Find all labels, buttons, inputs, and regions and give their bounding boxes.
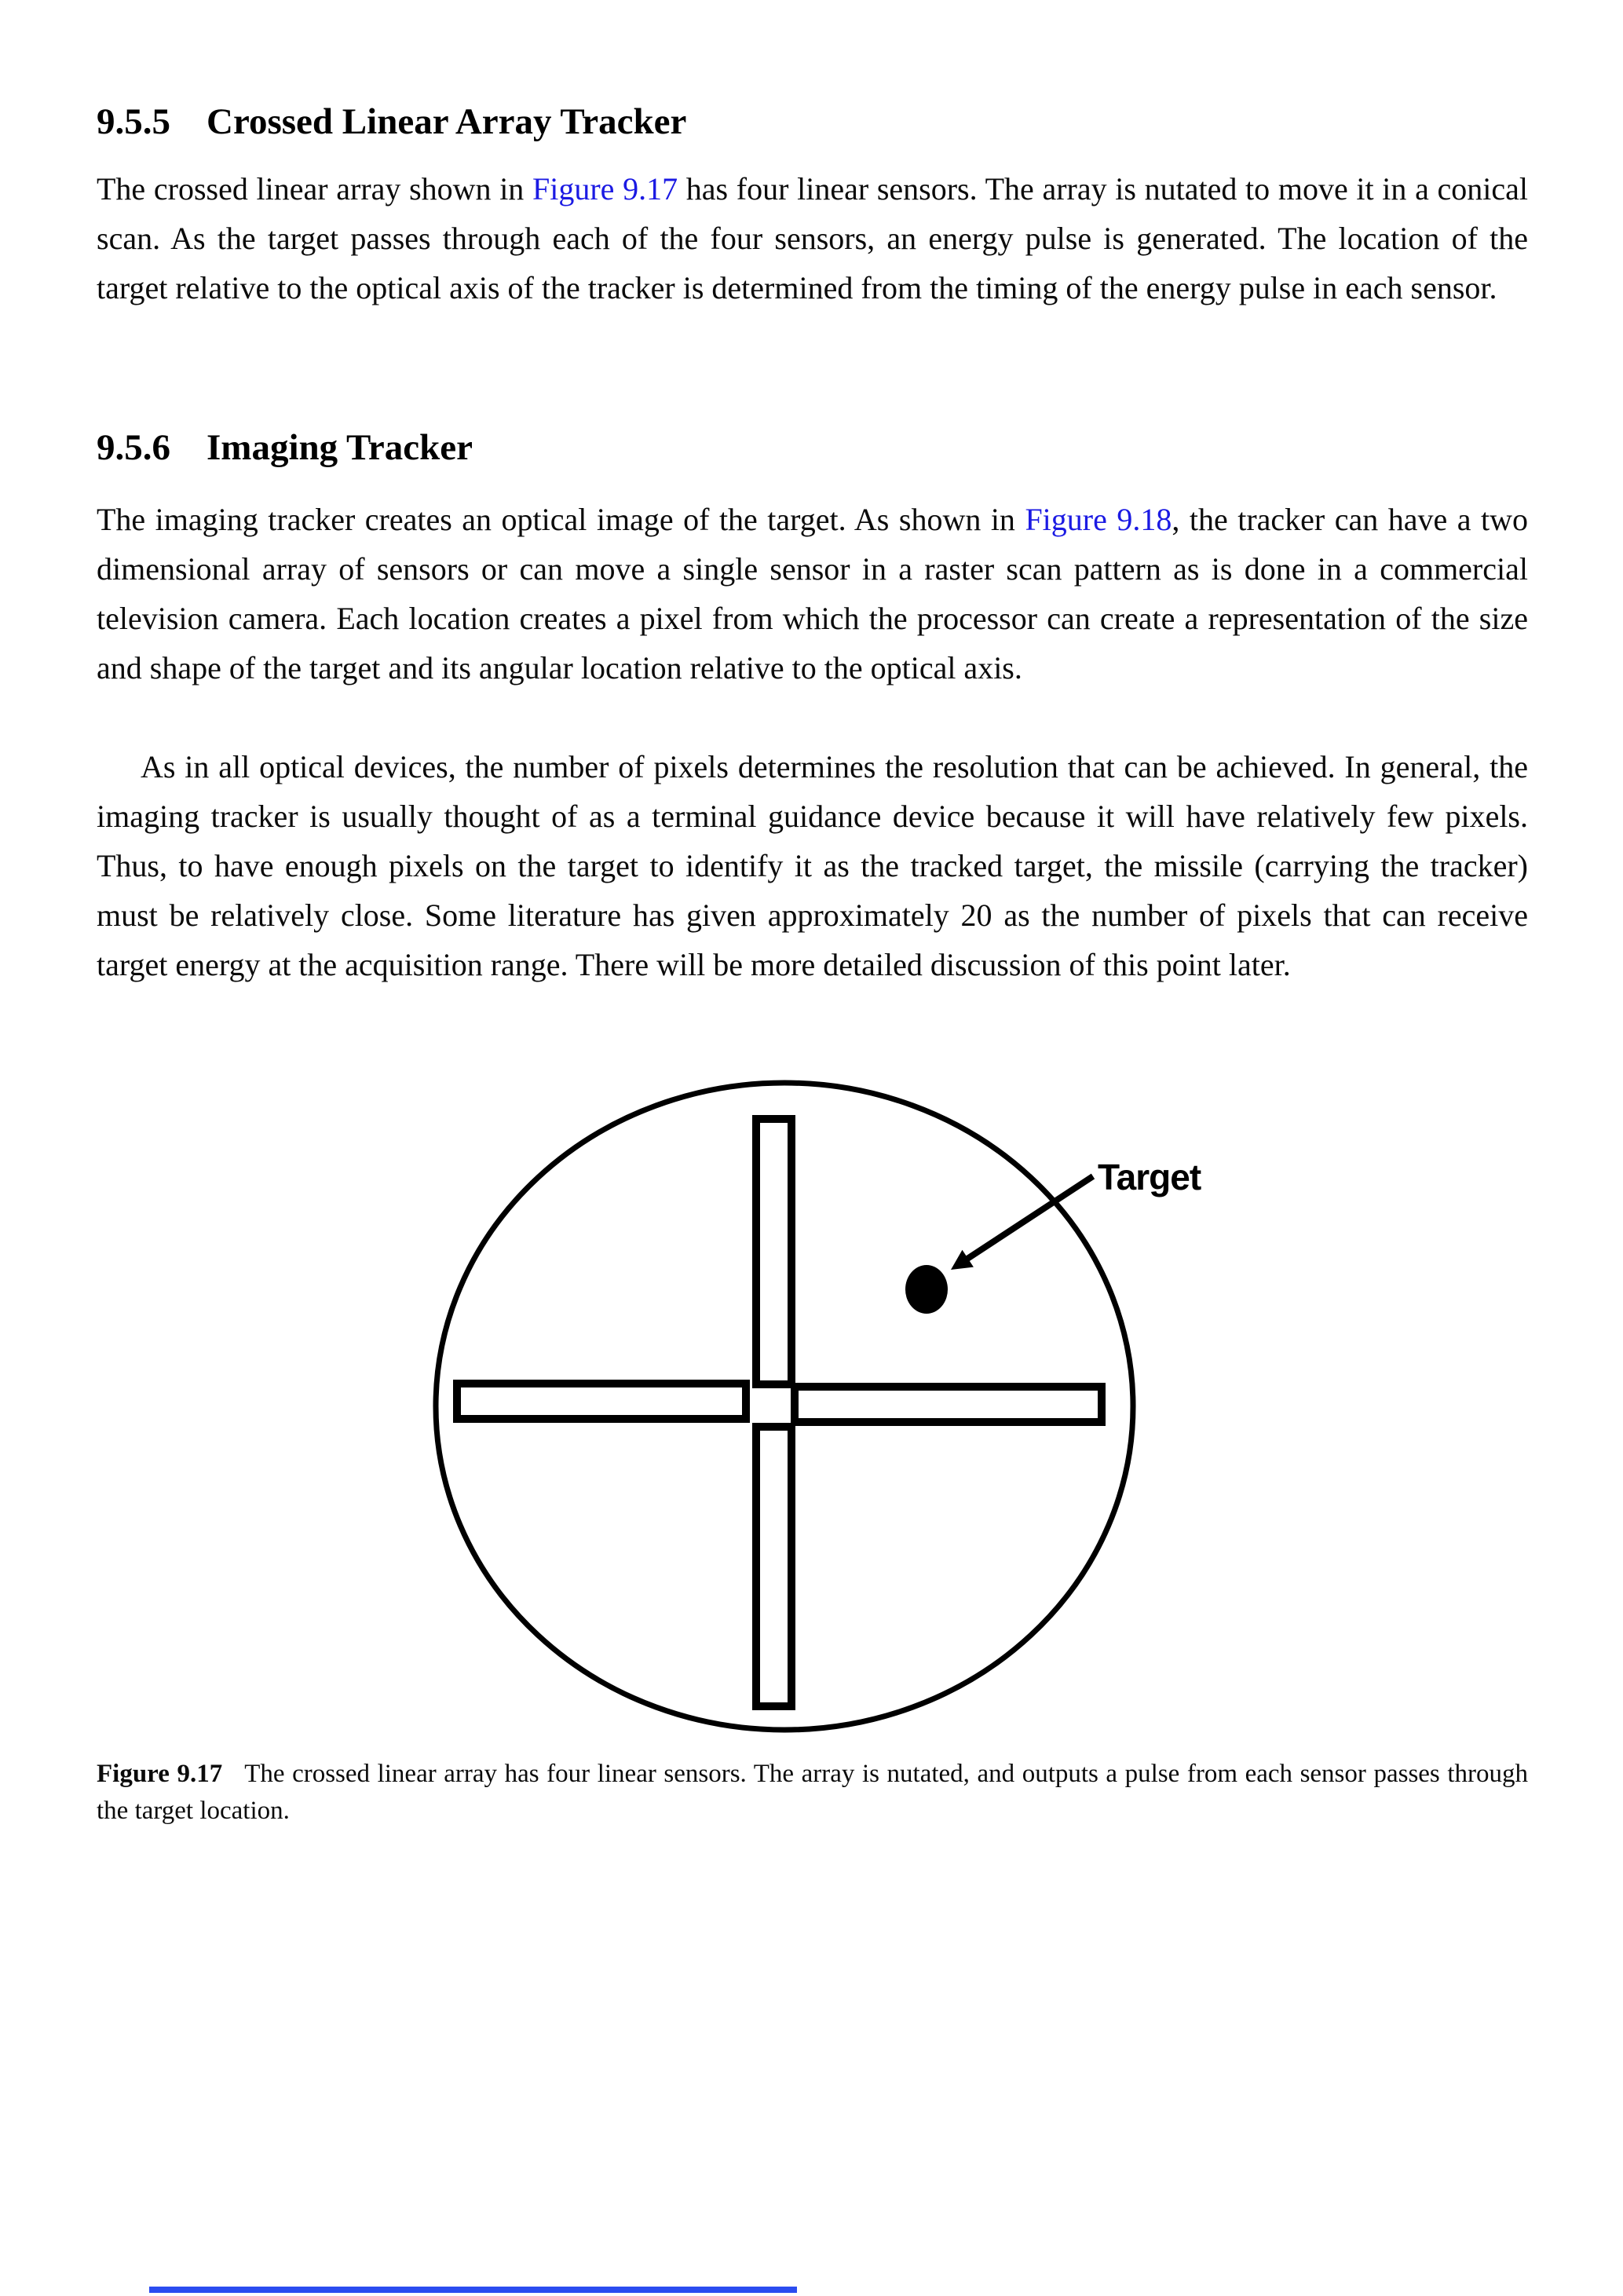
sensor-bar-bottom (756, 1427, 791, 1706)
para1-text-after: has four linear sensors. The array is nutated to move it in a conical scan. As the target passes through each of the four sensors, an energy pulse is generated. The location of the target relative to the optical axis of the tracker is determined from the timing of the energy pulse in each sensor. (97, 171, 1529, 305)
sensor-bar-left (457, 1384, 746, 1419)
section-955-paragraph-block (97, 164, 1528, 313)
para2-text-after: , the tracker can have a two dimensional array of sensors or can move a single sensor in a raster scan pattern as is done in a commercial television camera. Each location creates a pixel from which the processor can create a representation of the size and shape of the target and its angular location relative to the optical axis. (97, 502, 1529, 686)
section-955-paragraph (97, 164, 1528, 313)
figure-9-17-diagram (0, 1052, 1623, 1759)
target-label: Target (1098, 1157, 1201, 1197)
sensor-bar-right (795, 1387, 1102, 1422)
figure-9-17-link[interactable]: Figure 9.17 (532, 171, 678, 207)
section-955-number: 9.5.5 (97, 101, 170, 142)
section-956-heading-block (97, 426, 1528, 469)
target-dot (905, 1265, 948, 1314)
section-956-paragraph1 (97, 495, 1528, 693)
section-956-heading (97, 426, 1528, 469)
figure-caption-label: Figure 9.17 (97, 1760, 223, 1788)
section-955-title: Crossed Linear Array Tracker (207, 101, 687, 142)
section-956-title: Imaging Tracker (207, 427, 473, 468)
para2-text-before: The imaging tracker creates an optical image of the target. As shown in (97, 502, 1025, 537)
sensor-bar-top (756, 1119, 791, 1384)
section-955-heading-block (97, 101, 1528, 143)
reading-progress-rule (149, 2287, 797, 2293)
para1-text-before: The crossed linear array shown in (97, 171, 532, 207)
figure-9-18-link[interactable]: Figure 9.18 (1025, 502, 1172, 537)
section-956-number: 9.5.6 (97, 427, 170, 468)
section-956-paragraph1-block (97, 495, 1528, 693)
figure-9-17-caption (97, 1756, 1528, 1830)
section-955-heading (97, 101, 1528, 143)
section-956-paragraph2: As in all optical devices, the number of pixels determines the resolution that can be achieved. In general, the imaging tracker is usually thought of as a terminal guidance device because it will have relatively few pixels. Thus, to have enough pixels on the target to identify it as the tracked target, the missile (carrying the tracker) must be relatively close. Some literature has given approximately 20 as the number of pixels that can receive target energy at the acquisition range. There will be more detailed discussion of this point later. (97, 749, 1528, 982)
section-956-paragraph2-block (97, 742, 1528, 989)
figure-caption-text: The crossed linear array has four linear sensors. The array is nutated, and outputs a pulse from each sensor passes through the target location. (97, 1760, 1528, 1825)
